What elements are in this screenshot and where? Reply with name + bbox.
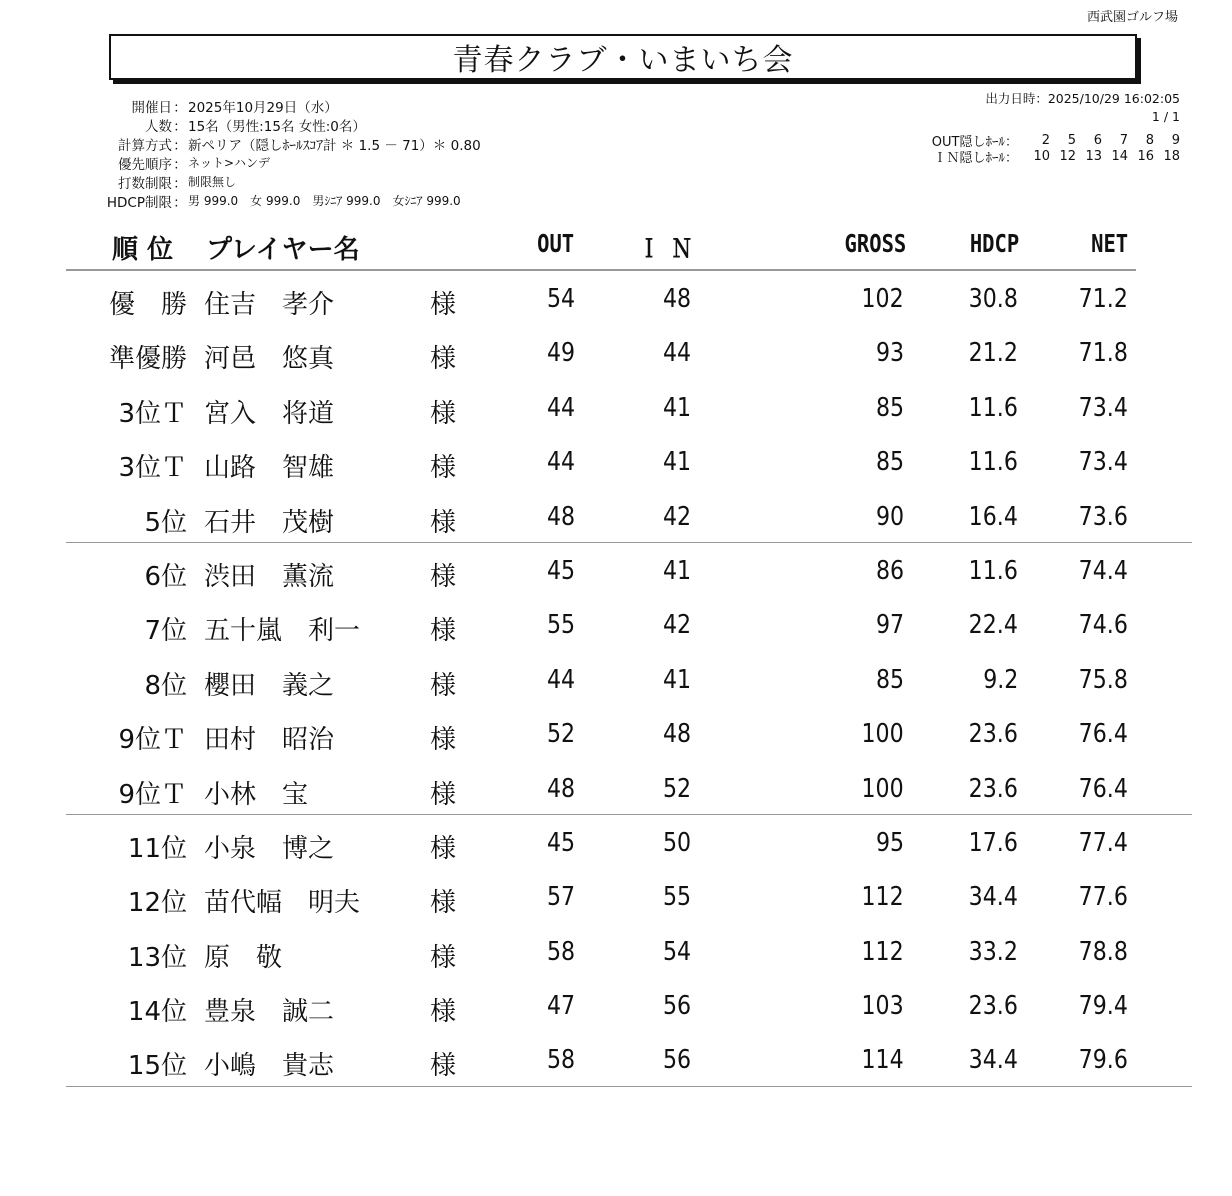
meta-row [92, 134, 481, 153]
row-gross: 102 [861, 284, 904, 314]
out-hidden-hole-number: 5 [1067, 132, 1076, 148]
row-gross: 86 [875, 555, 904, 586]
row-gross: 100 [861, 773, 904, 804]
row-rank: 準優勝 [108, 344, 187, 375]
row-honorific: 様 [430, 888, 457, 919]
table-header [66, 225, 1136, 271]
table-row [0, 381, 1232, 435]
meta-row [92, 96, 481, 115]
table-row [0, 435, 1232, 489]
meta-value: ネット>ハンデ [188, 156, 271, 170]
row-gross: 114 [861, 1045, 904, 1076]
row-hdcp: 11.6 [968, 555, 1018, 586]
row-honorific: 様 [430, 670, 457, 701]
in-hidden-hole-number: 10 [1033, 148, 1050, 164]
row-hdcp: 23.6 [968, 991, 1018, 1022]
page-number: 1 / 1 [1151, 109, 1180, 124]
row-net: 78.8 [1078, 936, 1128, 967]
results-table [0, 272, 1232, 1088]
row-hdcp: 11.6 [968, 392, 1018, 423]
row-player-name: 小林 宝 [204, 779, 309, 810]
row-honorific: 様 [430, 1051, 457, 1082]
row-hdcp: 23.6 [968, 773, 1018, 804]
row-net: 77.6 [1078, 882, 1128, 913]
col-out: OUT [536, 229, 574, 258]
row-gross: 103 [861, 991, 904, 1022]
meta-separator: ： [173, 156, 187, 173]
meta-separator: ： [173, 99, 187, 116]
row-net: 71.2 [1078, 284, 1128, 314]
row-rank: 15位 [127, 1051, 187, 1082]
row-gross: 93 [875, 338, 904, 369]
row-out: 55 [546, 610, 575, 641]
meta-row [92, 153, 481, 172]
row-out: 58 [546, 936, 575, 967]
row-rank: 8位 [144, 670, 187, 701]
event-meta [92, 96, 481, 210]
row-gross: 95 [875, 827, 904, 858]
row-honorific: 様 [430, 779, 457, 810]
row-rank: 5位 [144, 507, 187, 538]
row-hdcp: 30.8 [968, 284, 1018, 314]
row-out: 47 [546, 991, 575, 1022]
meta-separator: ： [173, 137, 187, 154]
row-net: 73.6 [1078, 501, 1128, 532]
meta-label: HDCP制限 [106, 194, 172, 211]
col-net: NET [1090, 229, 1128, 258]
row-player-name: 山路 智雄 [204, 453, 335, 484]
row-honorific: 様 [430, 344, 457, 375]
row-player-name: 石井 茂樹 [204, 507, 335, 538]
output-info [985, 90, 1180, 126]
row-honorific: 様 [430, 453, 457, 484]
row-rank: 9位Ｔ [118, 725, 187, 756]
row-in: 50 [662, 827, 691, 858]
meta-separator: ： [173, 118, 187, 135]
meta-value: 新ペリア（隠しﾎｰﾙｽｺｱ計 ＊ 1.5 － 71）＊ 0.80 [188, 137, 481, 154]
row-rank: 3位Ｔ [118, 453, 187, 484]
row-in: 52 [662, 773, 691, 804]
hidden-holes [932, 132, 1180, 164]
row-rank: 13位 [127, 942, 187, 973]
in-hidden-holes [932, 148, 1180, 164]
event-title-box [109, 34, 1137, 80]
row-in: 48 [662, 719, 691, 750]
table-row [0, 870, 1232, 924]
row-out: 57 [546, 882, 575, 913]
row-honorific: 様 [430, 616, 457, 647]
table-row [0, 707, 1232, 761]
col-gross: GROSS [844, 229, 906, 258]
row-hdcp: 34.4 [968, 882, 1018, 913]
row-rank: 7位 [144, 616, 187, 647]
row-rank: 11位 [127, 833, 187, 864]
row-net: 73.4 [1078, 447, 1128, 478]
row-out: 48 [546, 501, 575, 532]
row-player-name: 小泉 博之 [204, 833, 335, 864]
row-out: 44 [546, 664, 575, 695]
row-hdcp: 11.6 [968, 447, 1018, 478]
table-row [0, 979, 1232, 1033]
row-net: 76.4 [1078, 773, 1128, 804]
meta-separator: ： [173, 194, 187, 211]
meta-value: 制限無し [188, 175, 237, 189]
row-hdcp: 9.2 [982, 664, 1018, 695]
row-player-name: 五十嵐 利一 [204, 616, 361, 647]
in-hidden-hole-number: 13 [1085, 148, 1102, 164]
row-gross: 100 [861, 719, 904, 750]
row-in: 42 [662, 610, 691, 641]
row-gross: 90 [875, 501, 904, 532]
table-row [0, 816, 1232, 870]
table-row [0, 925, 1232, 979]
row-player-name: 原 敬 [204, 942, 283, 973]
out-hidden-hole-number: 8 [1145, 132, 1154, 148]
meta-label: 人数 [145, 118, 172, 135]
out-hidden-hole-number: 6 [1093, 132, 1102, 148]
meta-label: 優先順序 [118, 156, 172, 173]
row-hdcp: 22.4 [968, 610, 1018, 641]
row-in: 44 [662, 338, 691, 369]
row-honorific: 様 [430, 942, 457, 973]
row-in: 42 [662, 501, 691, 532]
row-hdcp: 23.6 [968, 719, 1018, 750]
row-out: 45 [546, 827, 575, 858]
out-hidden-hole-number: 9 [1171, 132, 1180, 148]
col-rank: 順 位 [112, 235, 174, 265]
row-net: 76.4 [1078, 719, 1128, 750]
meta-value: 15名（男性:15名 女性:0名） [188, 118, 366, 135]
row-rank: 12位 [127, 888, 187, 919]
row-honorific: 様 [430, 398, 457, 429]
row-out: 45 [546, 555, 575, 586]
row-gross: 112 [861, 882, 904, 913]
row-honorific: 様 [430, 290, 457, 320]
row-gross: 85 [875, 664, 904, 695]
row-out: 44 [546, 392, 575, 423]
meta-value: 2025年10月29日（水） [188, 99, 338, 116]
row-out: 52 [546, 719, 575, 750]
meta-label: 開催日 [131, 99, 172, 116]
meta-label: 計算方式 [118, 137, 172, 154]
table-row [0, 653, 1232, 707]
row-rank: 6位 [144, 561, 187, 592]
row-net: 73.4 [1078, 392, 1128, 423]
meta-row [92, 191, 481, 210]
row-in: 56 [662, 991, 691, 1022]
row-gross: 85 [875, 447, 904, 478]
meta-separator: ： [173, 175, 187, 192]
row-honorific: 様 [430, 561, 457, 592]
in-hidden-hole-number: 16 [1137, 148, 1154, 164]
row-hdcp: 34.4 [968, 1045, 1018, 1076]
row-rank: 14位 [127, 997, 187, 1028]
row-in: 54 [662, 936, 691, 967]
row-rank: 3位Ｔ [118, 398, 187, 429]
row-gross: 112 [861, 936, 904, 967]
group-divider [66, 542, 1192, 543]
row-player-name: 宮入 将道 [204, 398, 335, 429]
row-out: 54 [546, 284, 575, 314]
row-hdcp: 16.4 [968, 501, 1018, 532]
row-net: 74.6 [1078, 610, 1128, 641]
row-player-name: 苗代幅 明夫 [204, 888, 361, 919]
col-hdcp: HDCP [969, 229, 1019, 258]
row-honorific: 様 [430, 507, 457, 538]
table-row [0, 762, 1232, 816]
row-rank: 優 勝 [108, 290, 187, 320]
venue-name: 西武園ゴルフ場 [1086, 10, 1178, 25]
table-row [0, 1033, 1232, 1087]
in-hidden-label: ＩＮ隠しﾎｰﾙ： [933, 150, 1018, 166]
row-hdcp: 21.2 [968, 338, 1018, 369]
row-gross: 97 [875, 610, 904, 641]
meta-row [92, 115, 481, 134]
row-out: 58 [546, 1045, 575, 1076]
meta-label: 打数制限 [118, 175, 172, 192]
row-honorific: 様 [430, 997, 457, 1028]
group-divider [66, 1086, 1192, 1087]
row-net: 75.8 [1078, 664, 1128, 695]
row-player-name: 豊泉 誠二 [204, 997, 335, 1028]
table-row [0, 490, 1232, 544]
row-in: 41 [662, 664, 691, 695]
row-honorific: 様 [430, 725, 457, 756]
out-hidden-hole-number: 2 [1041, 132, 1050, 148]
row-player-name: 櫻田 義之 [204, 670, 335, 701]
row-net: 71.8 [1078, 338, 1128, 369]
row-player-name: 渋田 薫流 [204, 561, 335, 592]
row-hdcp: 33.2 [968, 936, 1018, 967]
row-in: 41 [662, 392, 691, 423]
row-net: 79.4 [1078, 991, 1128, 1022]
table-row [0, 598, 1232, 652]
row-in: 55 [662, 882, 691, 913]
row-out: 48 [546, 773, 575, 804]
event-title: 青春クラブ・いまいち会 [452, 43, 794, 78]
row-gross: 85 [875, 392, 904, 423]
out-hidden-hole-number: 7 [1119, 132, 1128, 148]
row-rank: 9位Ｔ [118, 779, 187, 810]
col-in: Ｉ Ｎ [638, 234, 692, 263]
meta-value: 男 999.0 女 999.0 男ｼﾆｱ 999.0 女ｼﾆｱ 999.0 [188, 194, 461, 208]
row-player-name: 河邑 悠真 [204, 344, 335, 375]
out-hidden-label: OUT隠しﾎｰﾙ： [931, 134, 1018, 150]
row-in: 41 [662, 447, 691, 478]
table-row [0, 544, 1232, 598]
row-in: 48 [662, 284, 691, 314]
row-in: 56 [662, 1045, 691, 1076]
row-net: 79.6 [1078, 1045, 1128, 1076]
in-hidden-hole-number: 18 [1163, 148, 1180, 164]
row-hdcp: 17.6 [968, 827, 1018, 858]
row-player-name: 小嶋 貴志 [204, 1051, 335, 1082]
group-divider [66, 814, 1192, 815]
table-row [0, 272, 1232, 326]
row-net: 74.4 [1078, 555, 1128, 586]
row-out: 49 [546, 338, 575, 369]
row-honorific: 様 [430, 833, 457, 864]
row-player-name: 田村 昭治 [204, 725, 335, 756]
row-out: 44 [546, 447, 575, 478]
meta-row [92, 172, 481, 191]
row-player-name: 住吉 孝介 [204, 290, 335, 320]
col-player: プレイヤー名 [206, 235, 360, 265]
table-row [0, 326, 1232, 380]
in-hidden-hole-number: 14 [1111, 148, 1128, 164]
row-in: 41 [662, 555, 691, 586]
output-datetime: 出力日時：2025/10/29 16:02:05 [985, 91, 1180, 106]
in-hidden-hole-number: 12 [1059, 148, 1076, 164]
row-net: 77.4 [1078, 827, 1128, 858]
